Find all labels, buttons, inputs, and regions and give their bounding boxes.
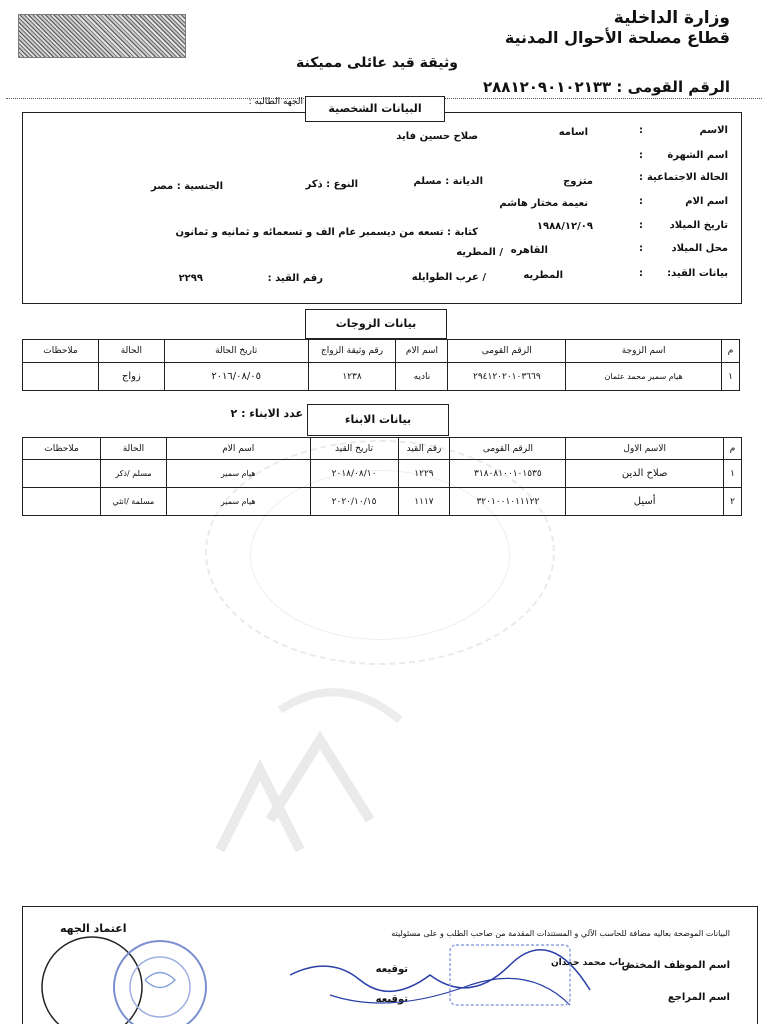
colon: : (639, 220, 643, 231)
cell (23, 460, 101, 488)
spouses-section-title: بيانات الزوجات (305, 309, 447, 339)
cell: ١ (724, 460, 742, 488)
pob-governorate: القاهره (510, 245, 548, 256)
cell: ٢٠١٦/٠٨/٠٥ (164, 363, 308, 391)
pob-district: / المطريه (456, 247, 503, 258)
colon: : (639, 196, 643, 207)
name-value-family: صلاح حسين فايد (396, 131, 478, 142)
cell: ٢٠١٨/٠٨/١٠ (310, 460, 398, 488)
cell: ١٢٣٨ (308, 363, 396, 391)
cell: زواج (98, 363, 164, 391)
registration-no-value: ٢٢٩٩ (178, 273, 203, 284)
registration-area: / عرب الطوايله (411, 272, 486, 283)
col-header: تاريخ الحالة (164, 340, 308, 363)
footer-disclaimer: البيانات الموضحة بعاليه مضافة للحاسب الآلي و المستندات المقدمة من صاحب الطلب و على مسئوليته (391, 929, 730, 938)
col-header: اسم الام (396, 340, 448, 363)
col-header: م (724, 438, 742, 460)
mother-value: نعيمة مختار هاشم (499, 198, 588, 209)
ministry-name: وزارة الداخلية (613, 8, 730, 28)
table-row (23, 488, 742, 516)
dob-value: ١٩٨٨/١٢/٠٩ (536, 221, 593, 232)
cell: ٢٩٤١٢٠٢٠١٠٣٦٦٩ (448, 363, 566, 391)
col-header: الرقم القومى (450, 438, 566, 460)
name-value: اسامه (558, 127, 588, 138)
children-count: عدد الابناء : ٢ (230, 407, 303, 420)
approval-label: اعتماد الجهه (60, 922, 127, 935)
name-label: الاسم (699, 125, 728, 136)
cell: مسلم /ذكر (100, 460, 166, 488)
cell (23, 488, 101, 516)
col-header: الحالة (100, 438, 166, 460)
sector-name: قطاع مصلحة الأحوال المدنية (504, 28, 730, 47)
col-header: م (722, 340, 740, 363)
col-header: الحالة (98, 340, 164, 363)
col-header: ملاحظات (23, 340, 99, 363)
col-header: الاسم الاول (566, 438, 724, 460)
children-section-title: بيانات الابناء (307, 404, 449, 436)
employee-label: اسم الموظف المختص (621, 960, 730, 971)
cell: ناديه (396, 363, 448, 391)
children-header-row (23, 438, 742, 460)
watermark-emblem (180, 650, 440, 890)
cell: هيام سمير محمد عثمان (566, 363, 722, 391)
religion-field: الديانة : مسلم (413, 176, 483, 187)
col-header: ملاحظات (23, 438, 101, 460)
employee-name: رباب محمد حمدان (550, 958, 630, 968)
national-id-value: ٢٨٨١٢٠٩٠١٠٢١٣٣ (483, 78, 612, 96)
spouses-table (22, 339, 740, 391)
cell: أسيل (566, 488, 724, 516)
cell: ١ (722, 363, 740, 391)
marital-label: الحالة الاجتماعية (646, 172, 728, 183)
personal-data-box (22, 112, 742, 304)
colon: : (639, 150, 643, 161)
document-title: وثيقة قيد عائلى مميكنة (296, 55, 458, 71)
col-header: رقم القيد (398, 438, 450, 460)
cell (23, 363, 99, 391)
cell: مسلمة /انثي (100, 488, 166, 516)
col-header: اسم الزوجة (566, 340, 722, 363)
mother-label: اسم الام (685, 196, 728, 207)
employee-signature-label: توقيعه (375, 964, 408, 975)
ministry-header (505, 8, 730, 48)
table-row (23, 460, 742, 488)
national-id-label: الرقم القومى : (616, 78, 730, 96)
cell: صلاح الدين (566, 460, 724, 488)
cell: هيام سمير (166, 460, 310, 488)
issuing-party-label: الجهه الطالبه : (248, 97, 303, 107)
col-header: رقم وثيقة الزواج (308, 340, 396, 363)
cell: ٣٢٠١٠٠١٠١١١٢٢ (450, 488, 566, 516)
registration-district: المطريه (523, 270, 563, 281)
reviewer-label: اسم المراجع (667, 992, 730, 1003)
cell: ٣١٨٠٨١٠٠١٠١٥٣٥ (450, 460, 566, 488)
cell: ٢٠٢٠/١٠/١٥ (310, 488, 398, 516)
col-header: تاريخ القيد (310, 438, 398, 460)
children-table (22, 437, 742, 516)
table-row (23, 363, 740, 391)
nationality-field: الجنسية : مصر (150, 181, 223, 192)
personal-section-title: البيانات الشخصية (305, 96, 445, 122)
marital-value: متزوج (563, 176, 593, 187)
col-header: الرقم القومى (448, 340, 566, 363)
spouses-header-row (23, 340, 740, 363)
national-id-line (483, 78, 730, 96)
barcode-stamp (18, 14, 186, 58)
colon: : (639, 125, 643, 136)
colon: : (639, 172, 643, 183)
cell: ٢ (724, 488, 742, 516)
colon: : (639, 268, 643, 279)
cell: ١١١٧ (398, 488, 450, 516)
col-header: اسم الام (166, 438, 310, 460)
registration-label: بيانات القيد: (667, 268, 728, 279)
pob-label: محل الميلاد (671, 243, 728, 254)
registration-no-label: رقم القيد : (267, 273, 323, 284)
signature-scribble-icon (270, 935, 670, 1024)
dob-in-words: كتابة : تسعه من ديسمبر عام الف و تسعمائه و ثمانيه و ثمانون (175, 227, 478, 238)
cell: هيام سمير (166, 488, 310, 516)
fame-label: اسم الشهرة (667, 150, 728, 161)
gender-field: النوع : ذكر (305, 179, 358, 190)
dob-label: تاريخ الميلاد (669, 220, 728, 231)
cell: ١٢٢٩ (398, 460, 450, 488)
approval-stamp-icon (40, 935, 240, 1024)
colon: : (639, 243, 643, 254)
reviewer-signature-label: توقيعه (375, 994, 408, 1005)
